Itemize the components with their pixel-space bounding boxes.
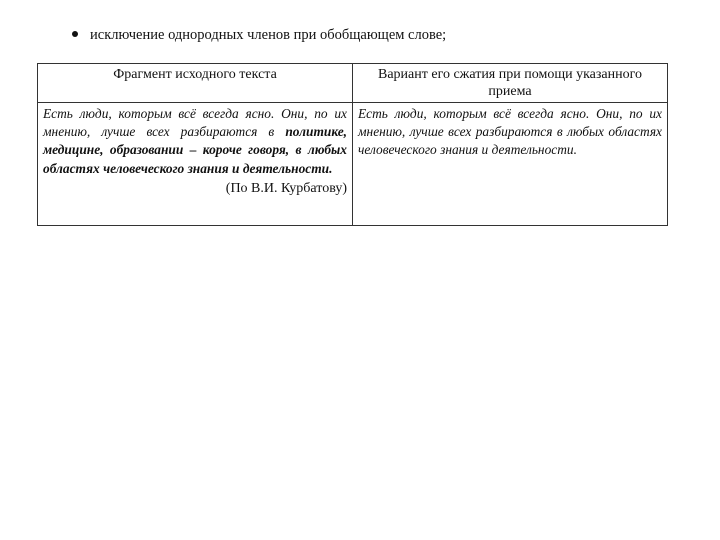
original-text-bold: политике, медицине, образовании – короче говоря, в любых областях человеческого знания и деятельности.	[43, 124, 347, 176]
source-attribution: (По В.И. Курбатову)	[225, 180, 347, 196]
header-compressed: Вариант его сжатия при помощи указанного приема	[353, 64, 668, 103]
original-text-cell	[38, 103, 353, 226]
table-row	[38, 103, 668, 226]
compression-table	[37, 63, 668, 226]
original-text: Есть люди, которым всё всегда ясно. Они, по их мнению, лучше всех разбираются в	[43, 106, 347, 140]
bullet-icon	[72, 31, 78, 37]
header-original: Фрагмент исходного текста	[38, 64, 353, 103]
bullet-item	[72, 27, 446, 44]
table-header-row	[38, 64, 668, 103]
compressed-text-cell: Есть люди, которым всё всегда ясно. Они, по их мнению, лучше всех разбираются в любых областях человеческого знания и деятельности.	[353, 103, 668, 226]
bullet-text: исключение однородных членов при обобщающем слове;	[90, 27, 447, 43]
